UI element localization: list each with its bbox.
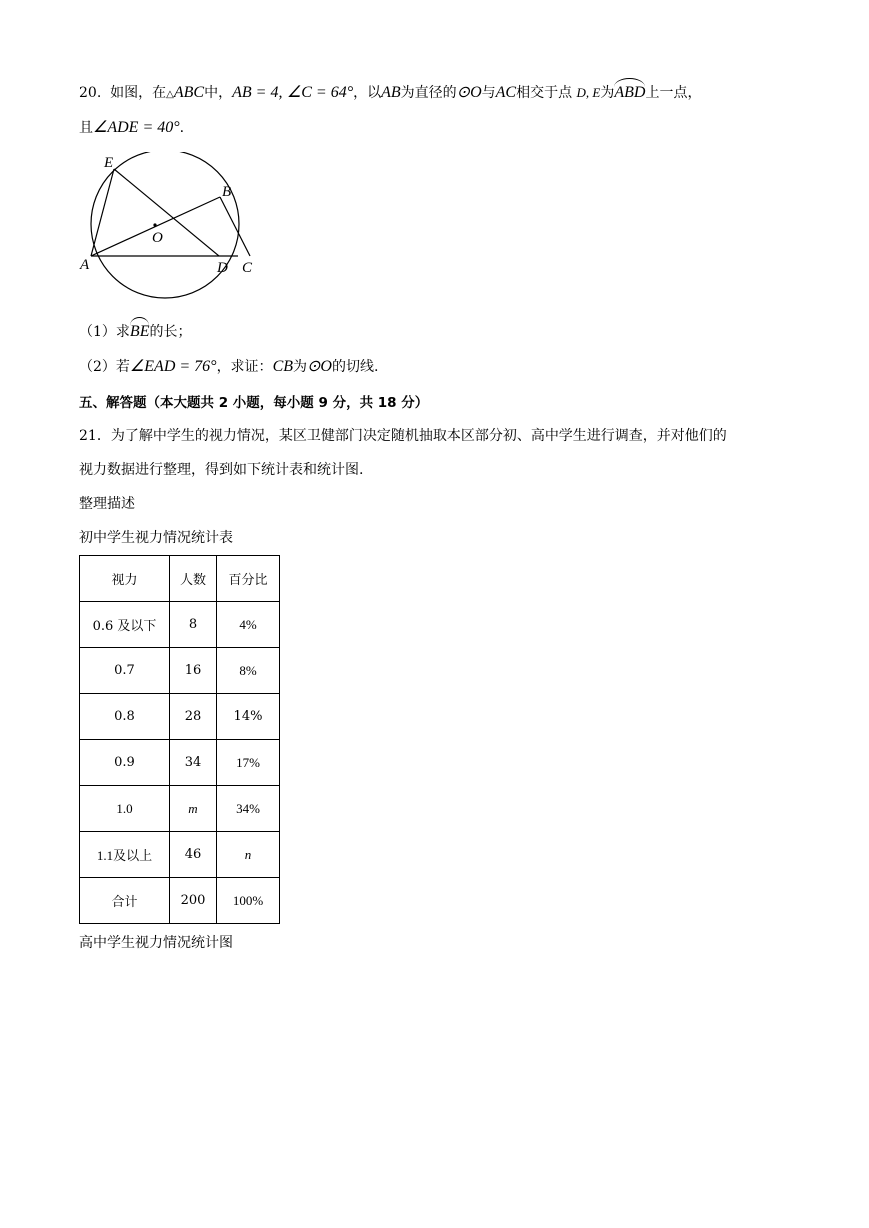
text: 为直径的 [400, 85, 457, 101]
points-de: D, E [576, 85, 601, 100]
arc-be: BE [130, 318, 150, 342]
text: ，求证： [216, 359, 273, 375]
text: 且 [79, 120, 93, 136]
table-cell: 46 [170, 832, 217, 878]
q20-line2 [79, 118, 184, 138]
text: 的长； [149, 324, 192, 340]
q21-line2: 视力数据进行整理，得到如下统计表和统计图. [79, 462, 364, 478]
question-number: 20. [79, 85, 102, 101]
subheading: 整理描述 [79, 496, 135, 512]
text: ，以 [353, 85, 382, 101]
label-d: D [217, 260, 228, 276]
segment-ac: AC [495, 84, 517, 101]
triangle-abc: ABC [173, 84, 205, 101]
table-cell: 8% [217, 648, 280, 694]
table-cell: 16 [170, 648, 217, 694]
table-cell: 1.0 [80, 786, 170, 832]
table-cell: 34% [217, 786, 280, 832]
table-cell: 0.6 及以下 [80, 602, 170, 648]
table-cell: 8 [170, 602, 217, 648]
segment-cb: CB [272, 358, 294, 375]
table-cell: 17% [217, 740, 280, 786]
text: 如图，在 [110, 85, 167, 101]
table-cell: 4% [217, 602, 280, 648]
label-c: C [242, 260, 253, 276]
table-cell: m [170, 786, 217, 832]
table-cell: 0.7 [80, 648, 170, 694]
table-cell: 28 [170, 694, 217, 740]
table-cell: 合计 [80, 878, 170, 924]
table-row [80, 832, 280, 878]
table-row [80, 786, 280, 832]
label-e: E [104, 155, 114, 171]
q21-line1: 21．为了解中学生的视力情况，某区卫健部门决定随机抽取本区部分初、高中学生进行调查，并对他们的 [79, 428, 727, 444]
angle-ade: ∠ADE = 40° [93, 119, 180, 136]
angle-c: ∠C = 64° [286, 84, 354, 101]
table-cell: 0.9 [80, 740, 170, 786]
arc-abd: ABD [614, 79, 645, 103]
text: . [179, 120, 185, 136]
ab-equation: AB = 4, [232, 84, 283, 101]
text: 上一点， [645, 85, 702, 101]
angle-ead: ∠EAD = 76° [129, 358, 217, 375]
table-row [80, 740, 280, 786]
sub-question-1 [79, 318, 191, 342]
triangle-symbol: △ [166, 89, 174, 100]
table-cell: 14% [217, 694, 280, 740]
table-row [80, 648, 280, 694]
text: （1）求 [79, 324, 130, 340]
table-row [80, 602, 280, 648]
label-a: A [80, 257, 90, 273]
text: 的切线. [331, 359, 379, 375]
chart-title: 高中学生视力情况统计图 [79, 935, 233, 951]
circle-o: ⊙O [456, 84, 482, 101]
table-cell: 1.1及以上 [80, 832, 170, 878]
header-cell: 视力 [80, 556, 170, 602]
vision-stat-table [79, 555, 280, 924]
table-cell: 34 [170, 740, 217, 786]
text: （2）若 [79, 359, 130, 375]
label-b: B [222, 184, 232, 200]
table-cell: 100% [217, 878, 280, 924]
header-cell: 百分比 [217, 556, 280, 602]
segment-ab: AB [381, 84, 401, 101]
q20-line1 [79, 79, 701, 105]
text: 相交于点 [516, 85, 577, 101]
text: 为 [293, 359, 308, 375]
header-cell: 人数 [170, 556, 217, 602]
table-cell: n [217, 832, 280, 878]
center-point [153, 223, 156, 226]
table-cell: 0.8 [80, 694, 170, 740]
table-row [80, 878, 280, 924]
text: 中， [204, 85, 233, 101]
label-o: O [152, 230, 163, 246]
geometry-figure [79, 152, 259, 302]
text: 与 [481, 85, 496, 101]
sub-question-2 [79, 357, 378, 377]
table-header-row [80, 556, 280, 602]
circle-o: ⊙O [307, 358, 332, 375]
table-row [80, 694, 280, 740]
table-title: 初中学生视力情况统计表 [79, 530, 233, 546]
text: 为 [600, 85, 615, 101]
section-heading: 五、解答题（本大题共 2 小题，每小题 9 分，共 18 分） [79, 395, 429, 411]
segment-ed-line [114, 169, 219, 256]
segment-ae-line [91, 169, 114, 256]
table-cell: 200 [170, 878, 217, 924]
